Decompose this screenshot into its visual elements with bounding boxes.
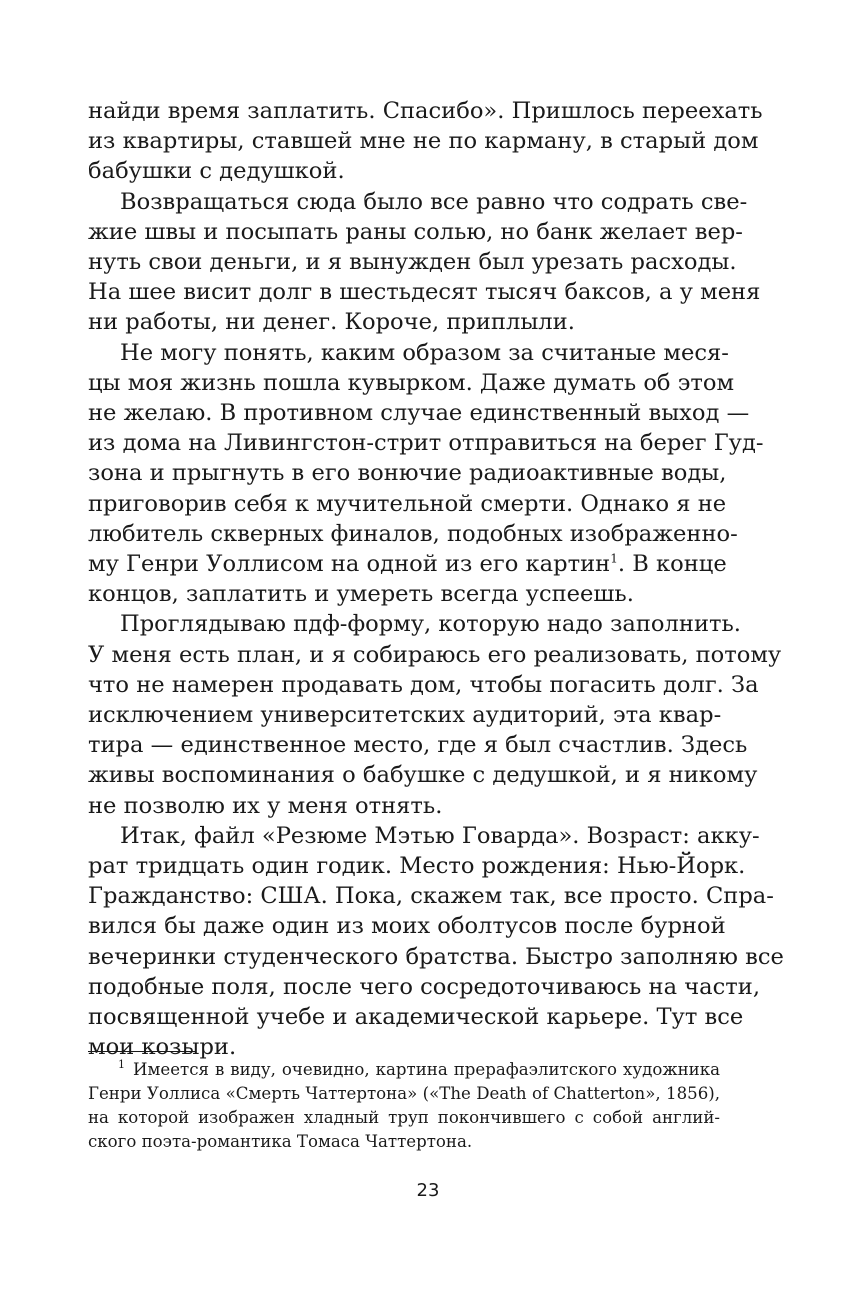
text-line: нуть свои деньги, и я вынужден был урезать расходы. bbox=[88, 249, 737, 276]
text-line: цы моя жизнь пошла кувырком. Даже думать об этом bbox=[88, 369, 735, 396]
text-line: концов, заплатить и умереть всегда успеешь. bbox=[88, 581, 634, 608]
footnote-reference[interactable]: 1 bbox=[610, 551, 618, 566]
text-line: вечеринки студенческого братства. Быстро заполняю все bbox=[88, 943, 784, 970]
text-line: живы воспоминания о бабушке с дедушкой, и я никому bbox=[88, 762, 758, 789]
text-line: любитель скверных финалов, подобных изображенно- bbox=[88, 520, 738, 547]
text-fragment: . В конце bbox=[617, 551, 727, 578]
footnote-line: ского поэта-романтика Томаса Чаттертона. bbox=[88, 1132, 473, 1151]
text-line: У меня есть план, и я собираюсь его реализовать, потому bbox=[88, 641, 782, 668]
footnote-line: Генри Уоллиса «Смерть Чаттертона» («The Death of Chatterton», 1856), bbox=[88, 1084, 720, 1103]
footnote-divider bbox=[88, 1051, 195, 1052]
text-line: тира — единственное место, где я был счастлив. Здесь bbox=[88, 732, 748, 759]
paragraph-5 bbox=[88, 821, 784, 1063]
body-text bbox=[88, 96, 784, 1063]
paragraph-3 bbox=[88, 338, 764, 610]
text-line: бабушки с дедушкой. bbox=[88, 158, 345, 185]
text-line: Гражданство: США. Пока, скажем так, все просто. Спра- bbox=[88, 883, 774, 910]
text-line: зона и прыгнуть в его вонючие радиоактивные воды, bbox=[88, 460, 727, 487]
footnote-line bbox=[88, 1058, 720, 1082]
text-line: что не намерен продавать дом, чтобы погасить долг. За bbox=[88, 671, 759, 698]
text-line: из дома на Ливингстон-стрит отправиться на берег Гуд- bbox=[88, 430, 764, 457]
text-line: Возвращаться сюда было все равно что содрать све- bbox=[120, 188, 748, 215]
text-line: подобные поля, после чего сосредоточиваюсь на части, bbox=[88, 973, 761, 1000]
text-line: жие швы и посыпать раны солью, но банк желает вер- bbox=[88, 218, 743, 245]
text-line: исключением университетских аудиторий, эта квар- bbox=[88, 702, 722, 729]
page-number: 23 bbox=[416, 1180, 440, 1201]
text-line: На шее висит долг в шестьдесят тысяч баксов, а у меня bbox=[88, 279, 761, 306]
text-fragment: му Генри Уоллисом на одной из его картин bbox=[88, 551, 611, 578]
text-line: из квартиры, ставшей мне не по карману, в старый дом bbox=[88, 128, 759, 155]
paragraph-4 bbox=[88, 609, 782, 820]
paragraph-2 bbox=[88, 187, 761, 338]
text-line-with-footnote bbox=[88, 549, 727, 579]
footnote-text: Имеется в виду, очевидно, картина прерафаэлитского художника bbox=[133, 1060, 720, 1079]
text-line: Не могу понять, каким образом за считаные меся- bbox=[120, 339, 729, 366]
footnote-marker: 1 bbox=[118, 1058, 125, 1072]
text-line: рат тридцать один годик. Место рождения: Нью-Йорк. bbox=[88, 853, 746, 880]
text-line: посвященной учебе и академической карьере. Тут все bbox=[88, 1004, 744, 1031]
text-line: не позволю их у меня отнять. bbox=[88, 792, 443, 819]
footnote-line: на которой изображен хладный труп покончившего с собой англий- bbox=[88, 1108, 720, 1127]
paragraph-1 bbox=[88, 96, 763, 187]
text-line: Проглядываю пдф-форму, которую надо заполнить. bbox=[120, 611, 741, 638]
text-line: Итак, файл «Резюме Мэтью Говарда». Возраст: акку- bbox=[120, 822, 760, 849]
text-line: приговорив себя к мучительной смерти. Однако я не bbox=[88, 490, 727, 517]
text-line: мои козыри. bbox=[88, 1034, 237, 1061]
footnote bbox=[88, 1058, 720, 1154]
text-line: вился бы даже один из моих оболтусов после бурной bbox=[88, 913, 726, 940]
text-line: ни работы, ни денег. Короче, приплыли. bbox=[88, 309, 575, 336]
text-line: не желаю. В противном случае единственный выход — bbox=[88, 400, 750, 427]
text-line: найди время заплатить. Спасибо». Пришлось переехать bbox=[88, 98, 763, 124]
